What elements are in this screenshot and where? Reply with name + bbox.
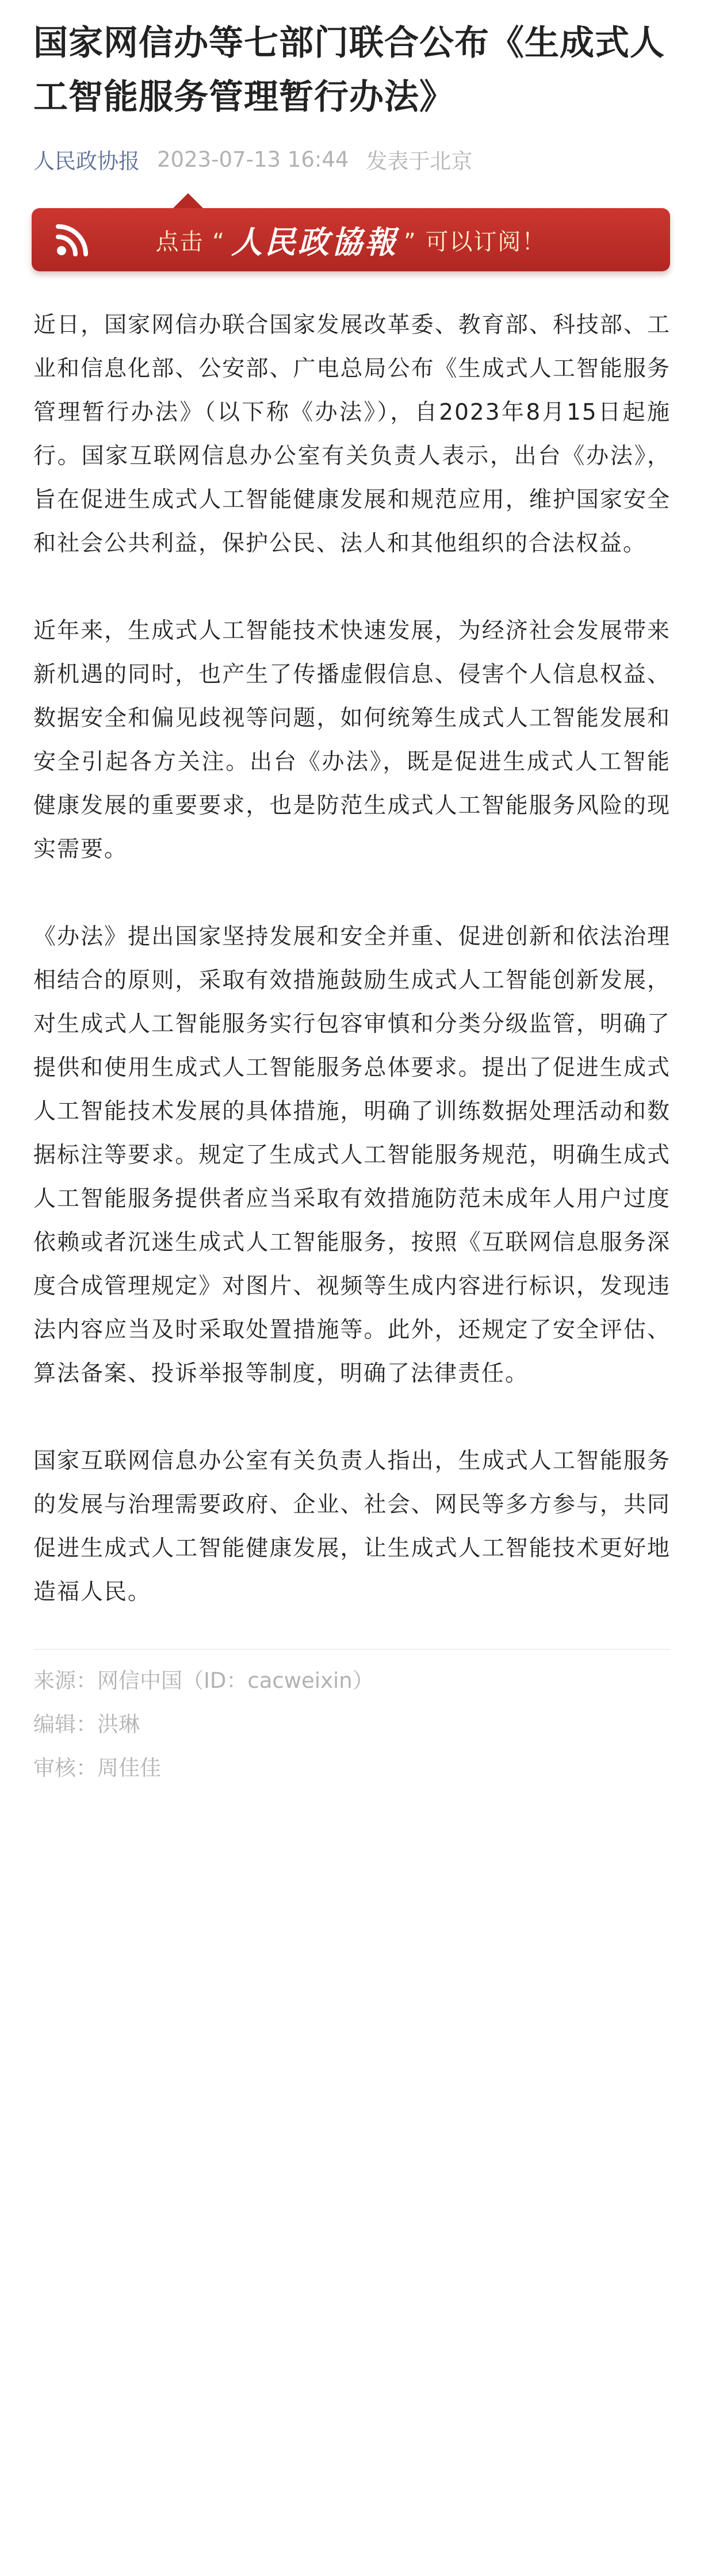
publish-datetime: 2023-07-13 16:44 xyxy=(157,147,349,172)
subscribe-banner-body[interactable] xyxy=(32,208,670,271)
article-paragraph: 近年来，生成式人工智能技术快速发展，为经济社会发展带来新机遇的同时，也产生了传播虚假信息、侵害个人信息权益、数据安全和偏见歧视等问题，如何统筹生成式人工智能发展和安全引起各方关注。出台《办法》，既是促进生成式人工智能健康发展的重要要求，也是防范生成式人工智能服务风险的现实需要。 xyxy=(33,618,671,862)
subscribe-banner[interactable] xyxy=(32,193,670,278)
article-title: 国家网信办等七部门联合公布《生成式人工智能服务管理暂行办法》 xyxy=(33,23,665,117)
article-paragraph: 《办法》提出国家坚持发展和安全并重、促进创新和依法治理相结合的原则，采取有效措施鼓励生成式人工智能创新发展，对生成式人工智能服务实行包容审慎和分类分级监管，明确了提供和使用生成式人工智能服务总体要求。提出了促进生成式人工智能技术发展的具体措施，明确了训练数据处理活动和数据标注等要求。规定了生成式人工智能服务规范，明确生成式人工智能服务提供者应当采取有效措施防范未成年人用户过度依赖或者沉迷生成式人工智能服务，按照《互联网信息服务深度合成管理规定》对图片、视频等生成内容进行标识，发现违法内容应当及时采取处置措施等。此外，还规定了安全评估、算法备案、投诉举报等制度，明确了法律责任。 xyxy=(33,924,671,1387)
banner-text xyxy=(156,218,546,262)
article-paragraph: 近日，国家网信办联合国家发展改革委、教育部、科技部、工业和信息化部、公安部、广电总局公布《生成式人工智能服务管理暂行办法》（以下称《办法》），自2023年8月15日起施行。国家互联网信息办公室有关负责人表示，出台《办法》，旨在促进生成式人工智能健康发展和规范应用，维护国家安全和社会公共利益，保护公民、法人和其他组织的合法权益。 xyxy=(33,312,671,556)
publish-location: 发表于北京 xyxy=(366,149,473,174)
banner-brand-logo: 人民政協報 xyxy=(231,223,398,260)
reviewer-line: 审核：周佳佳 xyxy=(33,1756,161,1780)
article-body xyxy=(33,304,671,1614)
banner-pointer xyxy=(173,193,203,208)
banner-prefix: 点击 “ xyxy=(155,228,225,255)
account-name-link[interactable]: 人民政协报 xyxy=(33,149,140,174)
source-line: 来源：网信中国（ID：cacweixin） xyxy=(33,1668,374,1693)
article-meta xyxy=(33,145,671,174)
editor-line: 编辑：洪琳 xyxy=(33,1712,140,1737)
banner-suffix: ” 可以订阅！ xyxy=(404,228,546,255)
article-footer xyxy=(33,1649,671,1790)
article-paragraph: 国家互联网信息办公室有关负责人指出，生成式人工智能服务的发展与治理需要政府、企业、社会、网民等多方参与，共同促进生成式人工智能健康发展，让生成式人工智能技术更好地造福人民。 xyxy=(33,1448,671,1605)
rss-icon xyxy=(55,222,90,258)
